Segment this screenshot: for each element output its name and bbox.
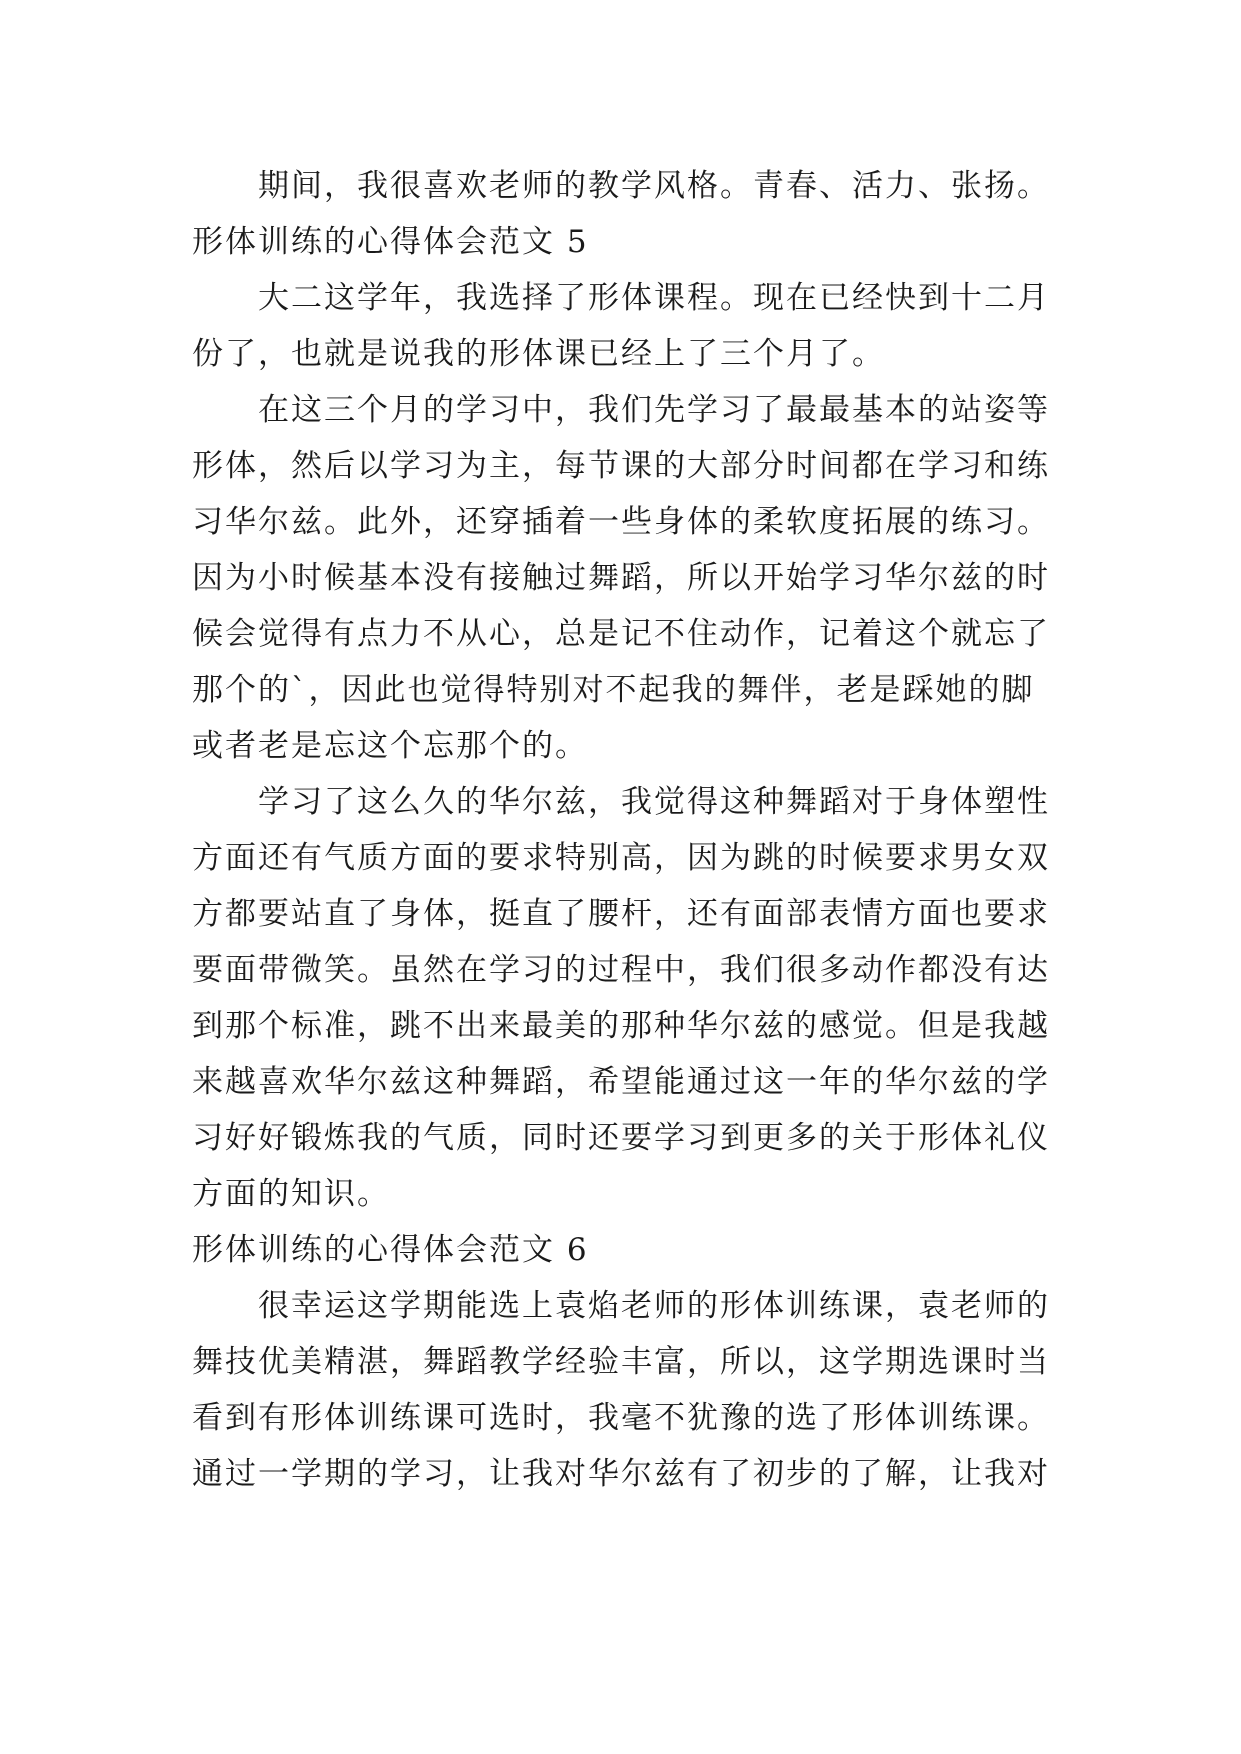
text-line: 候会觉得有点力不从心，总是记不住动作，记着这个就忘了	[192, 616, 1050, 652]
text-line: 期间，我很喜欢老师的教学风格。青春、活力、张扬。	[258, 168, 1050, 204]
text-line: 方面还有气质方面的要求特别高，因为跳的时候要求男女双	[192, 840, 1050, 876]
text-line: 到那个标准，跳不出来最美的那种华尔兹的感觉。但是我越	[192, 1008, 1050, 1044]
text-line: 或者老是忘这个忘那个的。	[192, 728, 588, 764]
text-line: 舞技优美精湛，舞蹈教学经验丰富，所以，这学期选课时当	[192, 1344, 1050, 1380]
document-page	[192, 158, 1072, 1502]
text-line: 很幸运这学期能选上袁焰老师的形体训练课，袁老师的	[258, 1288, 1050, 1324]
text-line: 看到有形体训练课可选时，我毫不犹豫的选了形体训练课。	[192, 1400, 1050, 1436]
section-heading: 形体训练的心得体会范文 6	[192, 1232, 589, 1268]
text-line: 大二这学年，我选择了形体课程。现在已经快到十二月	[258, 280, 1050, 316]
text-line: 方面的知识。	[192, 1176, 390, 1212]
text-line: 因为小时候基本没有接触过舞蹈，所以开始学习华尔兹的时	[192, 560, 1050, 596]
section-heading: 形体训练的心得体会范文 5	[192, 224, 589, 260]
text-line: 份了，也就是说我的形体课已经上了三个月了。	[192, 336, 885, 372]
text-line: 在这三个月的学习中，我们先学习了最最基本的站姿等	[258, 392, 1050, 428]
text-line: 习华尔兹。此外，还穿插着一些身体的柔软度拓展的练习。	[192, 504, 1050, 540]
text-line: 形体，然后以学习为主，每节课的大部分时间都在学习和练	[192, 448, 1050, 484]
text-line: 通过一学期的学习，让我对华尔兹有了初步的了解，让我对	[192, 1456, 1050, 1492]
text-line: 学习了这么久的华尔兹，我觉得这种舞蹈对于身体塑性	[258, 784, 1050, 820]
text-line: 那个的`，因此也觉得特别对不起我的舞伴，老是踩她的脚	[192, 672, 1035, 708]
text-line: 习好好锻炼我的气质，同时还要学习到更多的关于形体礼仪	[192, 1120, 1050, 1156]
text-line: 要面带微笑。虽然在学习的过程中，我们很多动作都没有达	[192, 952, 1050, 988]
text-line: 来越喜欢华尔兹这种舞蹈，希望能通过这一年的华尔兹的学	[192, 1064, 1050, 1100]
text-line: 方都要站直了身体，挺直了腰杆，还有面部表情方面也要求	[192, 896, 1050, 932]
